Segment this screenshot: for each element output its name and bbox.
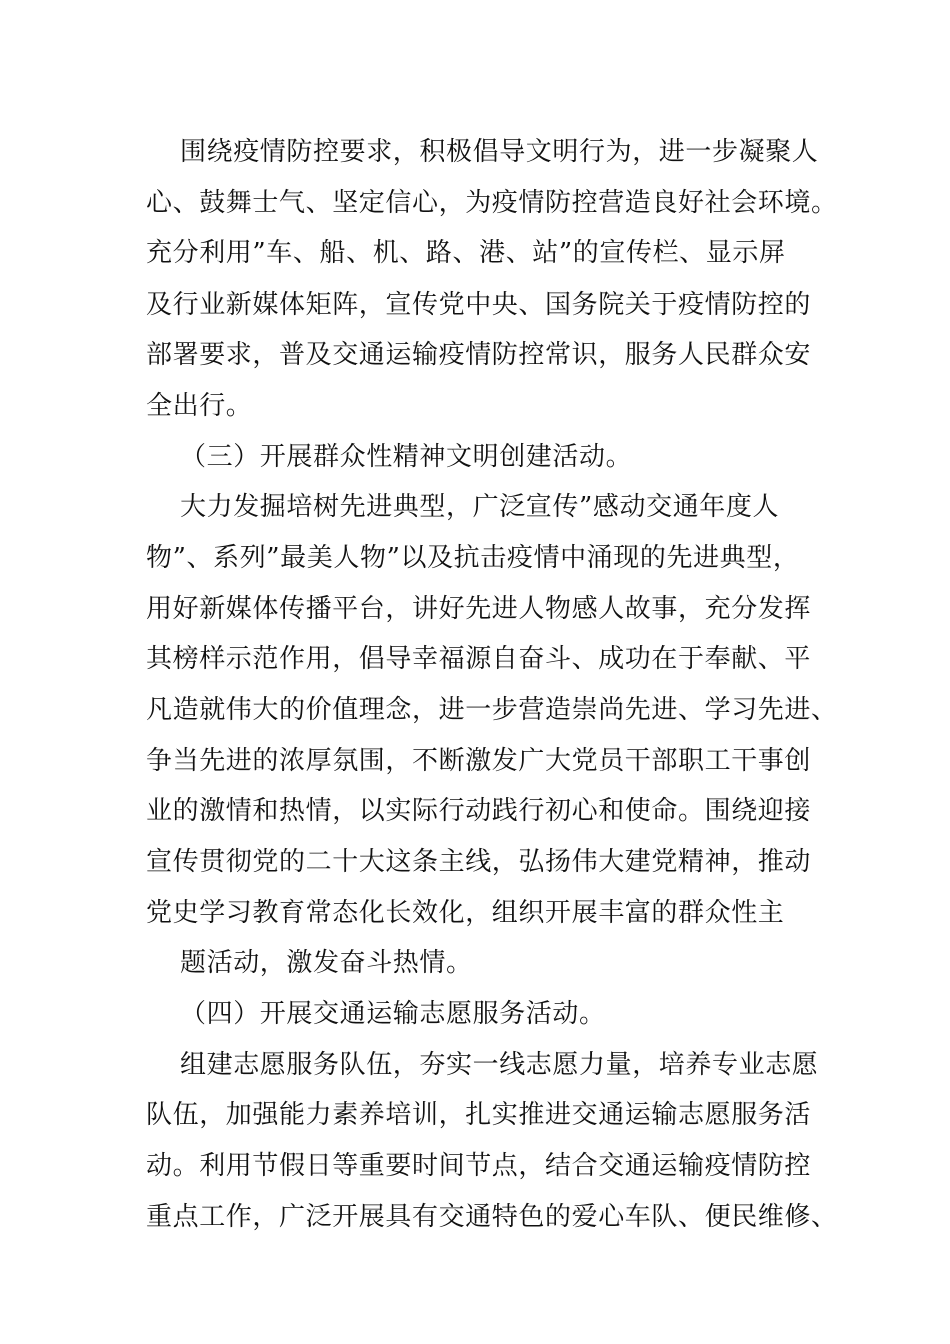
text-line-10: 用好新媒体传播平台，讲好先进人物感人故事，充分发挥 [146, 594, 812, 624]
text-line-22: 重点工作，广泛开展具有交通特色的爱心车队、便民维修、 [146, 1202, 838, 1232]
text-line-17: 题活动，激发奋斗热情。 [180, 948, 473, 978]
text-line-21: 动。利用节假日等重要时间节点，结合交通运输疫情防控 [146, 1151, 812, 1181]
section-heading-3: （三）开展群众性精神文明创建活动。 [180, 442, 633, 472]
text-line-16: 党史学习教育常态化长效化，组织开展丰富的群众性主 [146, 898, 785, 928]
text-line-11: 其榜样示范作用，倡导幸福源自奋斗、成功在于奉献、平 [146, 644, 812, 674]
text-line-15: 宣传贯彻党的二十大这条主线，弘扬伟大建党精神，推动 [146, 847, 812, 877]
text-line-19: 组建志愿服务队伍，夯实一线志愿力量，培养专业志愿 [180, 1050, 819, 1080]
text-line-14: 业的激情和热情，以实际行动践行初心和使命。围绕迎接 [146, 796, 812, 826]
text-line-20: 队伍，加强能力素养培训，扎实推进交通运输志愿服务活 [146, 1100, 812, 1130]
text-line-5: 部署要求，普及交通运输疫情防控常识，服务人民群众安 [146, 340, 812, 370]
text-line-8: 大力发掘培树先进典型，广泛宣传”感动交通年度人 [180, 492, 780, 522]
text-line-9: 物”、系列”最美人物”以及抗击疫情中涌现的先进典型， [146, 543, 800, 573]
text-line-4: 及行业新媒体矩阵，宣传党中央、国务院关于疫情防控的 [146, 290, 812, 320]
text-line-12: 凡造就伟大的价值理念，进一步营造崇尚先进、学习先进、 [146, 695, 838, 725]
text-line-6: 全出行。 [146, 391, 253, 421]
text-line-13: 争当先进的浓厚氛围，不断激发广大党员干部职工干事创 [146, 746, 812, 776]
text-line-3: 充分利用”车、船、机、路、港、站”的宣传栏、显示屏 [146, 238, 786, 268]
text-line-2: 心、鼓舞士气、坚定信心，为疫情防控营造良好社会环境。 [146, 188, 838, 218]
section-heading-4: （四）开展交通运输志愿服务活动。 [180, 999, 606, 1029]
text-line-1: 围绕疫情防控要求，积极倡导文明行为，进一步凝聚人 [180, 137, 819, 167]
